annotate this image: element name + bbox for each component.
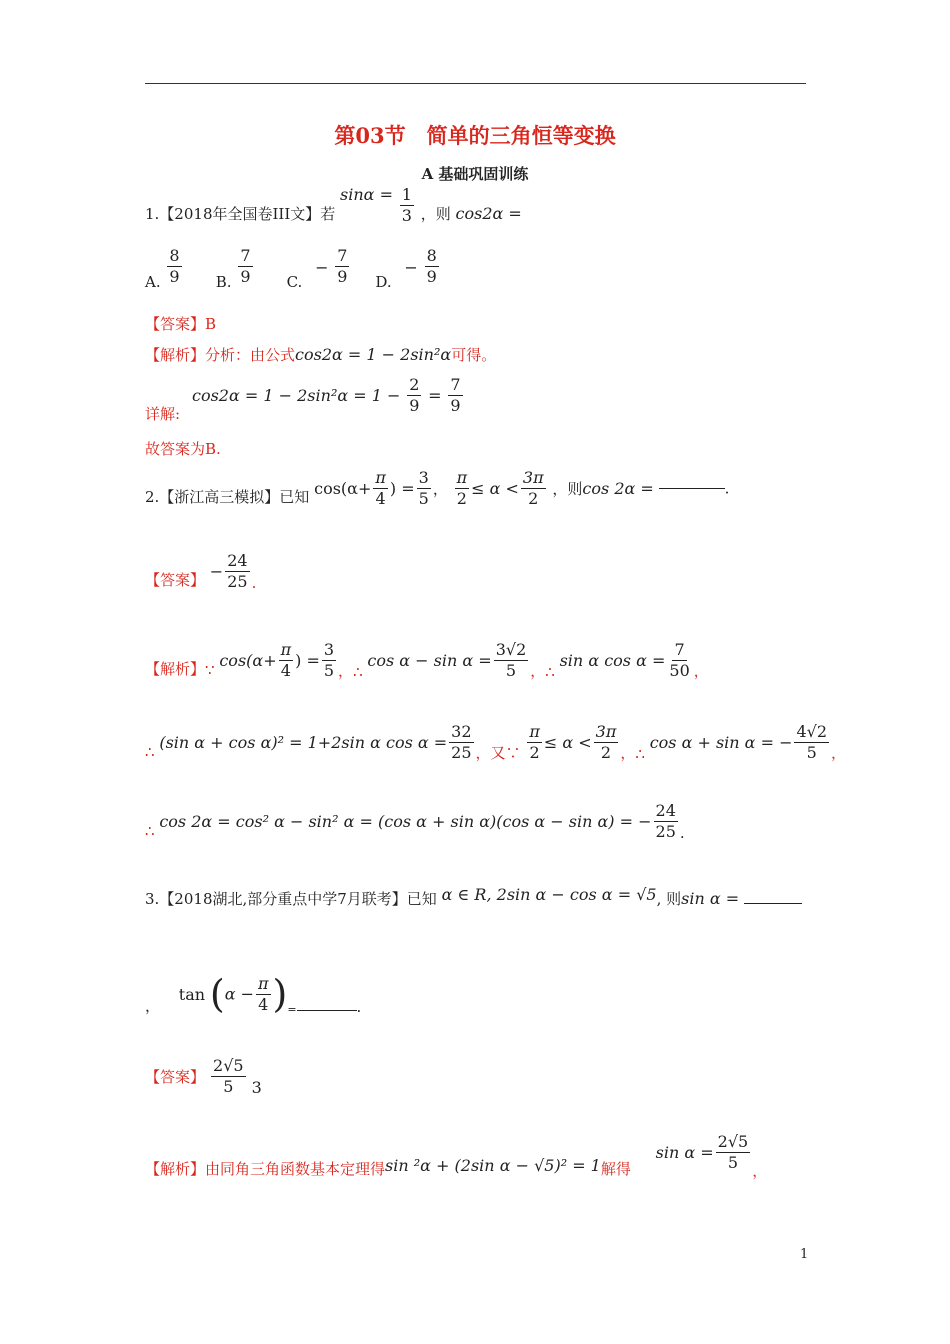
q1-target: cos2α =: [455, 204, 522, 223]
q2-solution-line1: 【解析】∵ cos(α+ $\frac{\pi}{4}$ ) = $\frac{3}{5}$ ，∴ cos α − sin α = $\frac{3√2}{5}$ ，∴ sin α cos α = $\frac{7}{50}$ ，: [145, 640, 709, 681]
q1-source: 1.【2018年全国卷III文】若: [145, 205, 336, 223]
section-subtitle: A 基础巩固训练: [421, 165, 529, 183]
q1-option-b[interactable]: B. $\frac{7}{9}$: [215, 246, 251, 291]
q2-stem: 2.【浙江高三模拟】已知 cos(α+ $\frac{\pi}{4}$ ) = $\frac{3}{5}$ ， $\frac{\pi}{2}$ ≤ α < $\frac{3\pi}{2}$ ，则cos 2α = .: [145, 468, 730, 508]
q1-stem: [145, 185, 522, 234]
q1-then: ，则: [420, 205, 451, 223]
q3-answer: 【答案】 $\frac{2√5}{5}$ 3: [145, 1056, 262, 1097]
q3-sin-blank[interactable]: [744, 903, 802, 904]
q2-solution-line3: ∴ cos 2α = cos² α − sin² α = (cos α + sin α)(cos α − sin α) = − $\frac{24}{25}$ .: [145, 801, 685, 842]
q2-answer-blank[interactable]: [659, 488, 725, 489]
q1-option-a[interactable]: A. $\frac{8}{9}$: [145, 246, 180, 291]
q1-given-lhs: sinα =: [340, 185, 393, 204]
q3-tan-blank[interactable]: [297, 1010, 357, 1011]
page-number: 1: [800, 1247, 809, 1262]
q3-solution: 【解析】由同角三角函数基本定理得sin ²α + (2sin α − √5)² = 1解得 sin α = $\frac{2√5}{5}$ ，: [145, 1132, 768, 1180]
q3-stem: 3.【2018湖北,部分重点中学7月联考】已知 α ∈ R, 2sin α − cos α = √5, 则sin α =: [145, 888, 802, 909]
q1-formula: cos2α = 1 − 2sin²α: [295, 345, 452, 364]
q1-analysis: 【解析】分析：由公式cos2α = 1 − 2sin²α可得。: [145, 345, 497, 364]
q1-given-fraction: $\frac{1}{3}$: [401, 185, 412, 225]
q1-option-d[interactable]: D. − $\frac{8}{9}$: [375, 246, 437, 291]
q2-source: 2.【浙江高三模拟】已知: [145, 488, 310, 506]
q1-options: [145, 246, 455, 291]
q3-tan-line: ， tan (α − $\frac{\pi}{4}$ )= .: [145, 972, 362, 1016]
q1-option-c[interactable]: C. − $\frac{7}{9}$: [286, 246, 348, 291]
q1-conclusion: 故答案为B.: [145, 440, 221, 458]
q1-detail-expression: cos2α = 1 − 2sin²α = 1 − $\frac{2}{9}$ = $\frac{7}{9}$: [192, 375, 461, 415]
q2-solution-line2: ∴ (sin α + cos α)² = 1+2sin α cos α = $\frac{32}{25}$ ，又∵ $\frac{\pi}{2}$ ≤ α < $\frac{3\pi}{2}$ ，∴ cos α + sin α = − $\frac{4√2}{5}$ ，: [145, 722, 847, 763]
q2-answer: 【答案】 − $\frac{24}{25}$ .: [145, 551, 257, 592]
header-rule: [145, 83, 806, 84]
q3-source: 3.【2018湖北,部分重点中学7月联考】已知: [145, 890, 437, 908]
q1-detail-label: 详解:: [145, 405, 181, 423]
q1-answer: 【答案】B: [145, 315, 217, 333]
page-title: 第03节 简单的三角恒等变换: [334, 123, 616, 148]
